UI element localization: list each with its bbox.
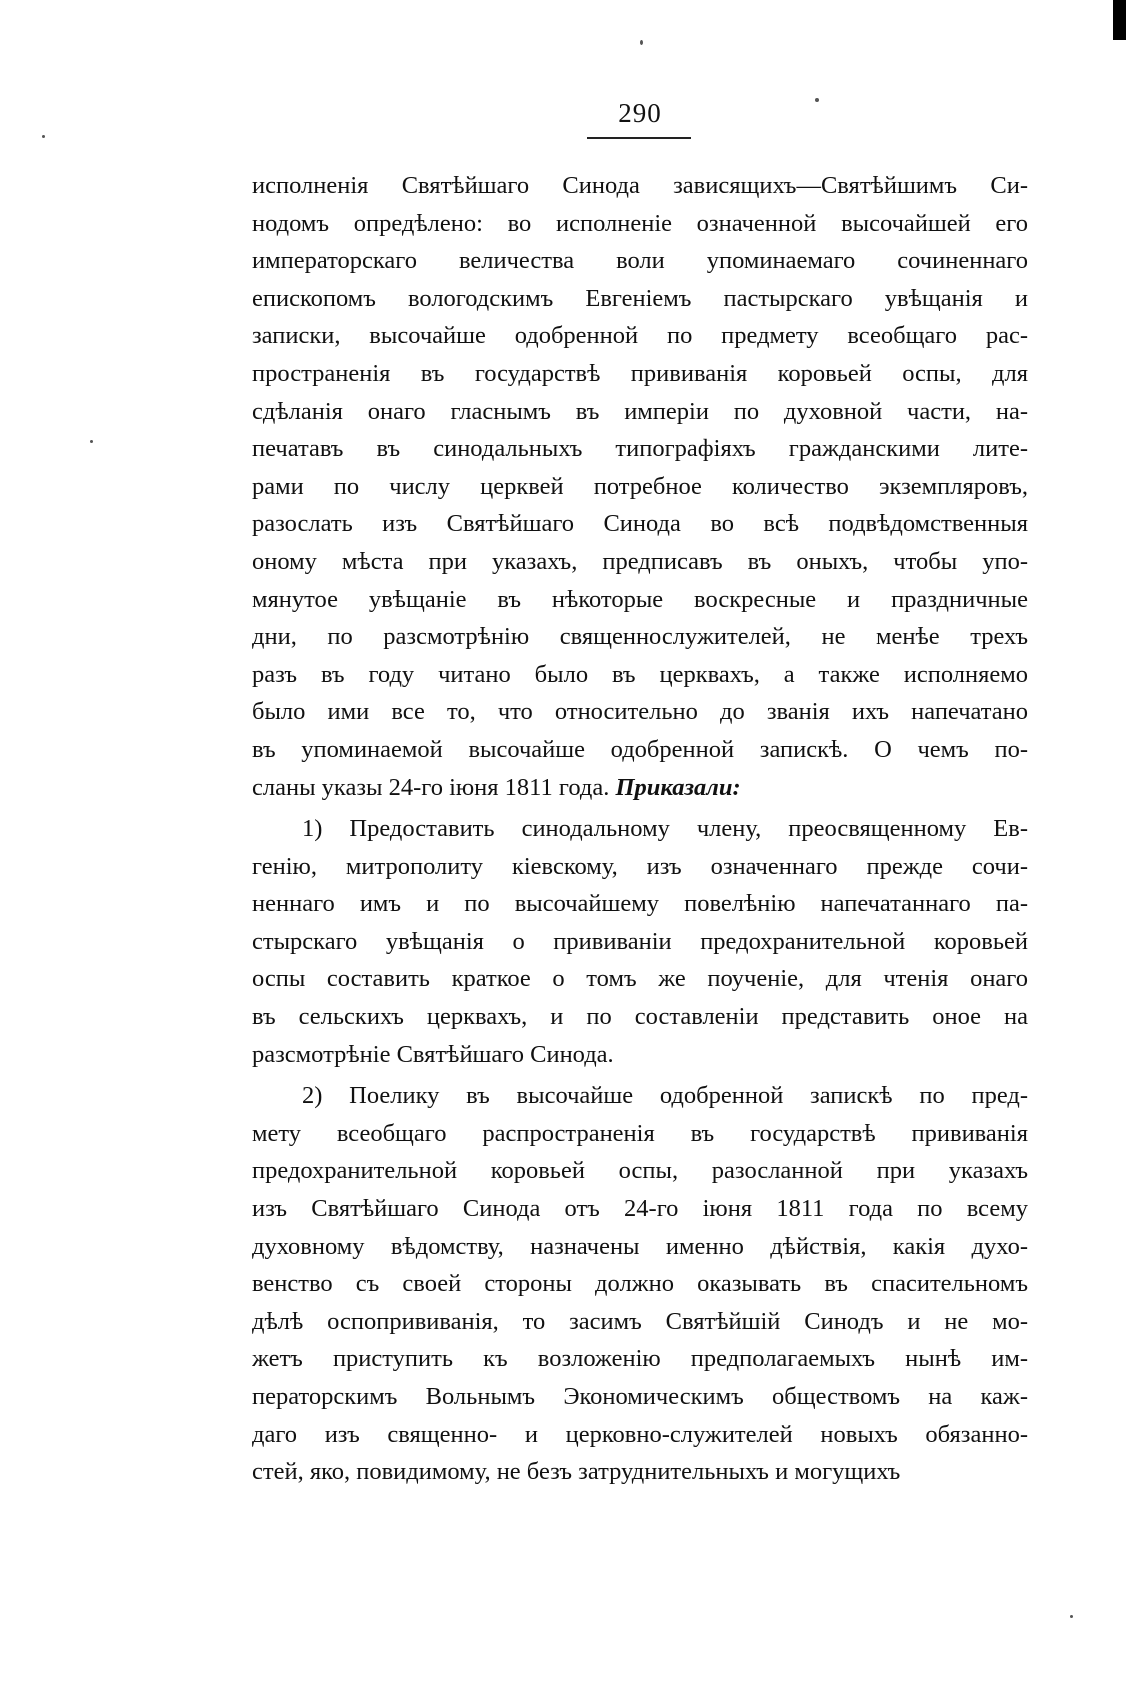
paragraph [252, 1077, 1028, 1491]
text-line: мету всеобщаго распространенія въ государствѣ прививанія [252, 1119, 1028, 1147]
text-line: рами по числу церквей потребное количество экземпляровъ, [252, 472, 1028, 500]
text-line: записки, высочайше одобренной по предмету всеобщаго рас- [252, 322, 1028, 350]
scan-speck [1070, 1615, 1073, 1618]
text-line: сдѣланія онаго гласнымъ въ имперіи по духовной части, на- [252, 397, 1028, 425]
page-number-rule [587, 137, 691, 139]
text-line: ператорскимъ Вольнымъ Экономическимъ обществомъ на каж- [252, 1383, 1028, 1410]
text-line: изъ Святѣйшаго Синода отъ 24-го іюня 1811 года по всему [252, 1195, 1028, 1223]
paragraph [252, 810, 1028, 1073]
text-line: печатавъ въ синодальныхъ типографіяхъ гражданскими лите- [252, 435, 1028, 463]
scan-edge-mark [1113, 0, 1126, 40]
text-line: жетъ приступить къ возложенію предполагаемыхъ нынѣ им- [252, 1345, 1028, 1373]
text-line: дѣлѣ оспопрививанія, то засимъ Святѣйшій Синодъ и не мо- [252, 1307, 1028, 1335]
text-line: 1) Предоставить синодальному члену, преосвященному Ев- [302, 815, 1028, 843]
text-line: предохранительной коровьей оспы, разосланной при указахъ [252, 1157, 1028, 1185]
text-line: генію, митрополиту кіевскому, изъ означеннаго прежде сочи- [252, 852, 1028, 880]
page-number: 290 [618, 98, 662, 128]
text-line: въ сельскихъ церквахъ, и по составленіи представить оное на [252, 1003, 1028, 1031]
scan-speck [640, 40, 643, 45]
text-line: даго изъ священно- и церковно-служителей новыхъ обязанно- [252, 1420, 1028, 1448]
text-line: разсмотрѣніе Святѣйшаго Синода. [252, 1040, 614, 1068]
text-line: духовному вѣдомству, назначены именно дѣйствія, какія духо- [252, 1232, 1028, 1260]
scan-speck [815, 98, 819, 102]
text-line: оспы составить краткое о томъ же поученіе, для чтенія онаго [252, 965, 1028, 993]
scan-speck [90, 440, 93, 443]
text-line: пространенія въ государствѣ прививанія коровьей оспы, для [252, 359, 1028, 387]
text-line: въ упоминаемой высочайше одобренной запискѣ. О чемъ по- [252, 735, 1028, 763]
text-line: разослать изъ Святѣйшаго Синода во всѣ подвѣдомственныя [252, 510, 1028, 538]
text-line: 2) Поелику въ высочайше одобренной запискѣ по пред- [302, 1082, 1028, 1110]
body-text [252, 167, 1028, 1491]
text-line: стей, яко, повидимому, не безъ затруднительныхъ и могущихъ [252, 1458, 901, 1486]
text-line: разъ въ году читано было въ церквахъ, а также исполняемо [252, 660, 1028, 688]
text-line: сланы указы 24-го іюня 1811 года. Приказали: [252, 773, 741, 801]
text-line: мянутое увѣщаніе въ нѣкоторые воскресные и праздничные [252, 585, 1028, 613]
text-line: было ими все то, что относительно до званія ихъ напечатано [252, 698, 1028, 726]
text-line: нодомъ опредѣлено: во исполненіе означенной высочайшей его [252, 209, 1028, 237]
text-line: императорскаго величества воли упоминаемаго сочиненнаго [252, 247, 1028, 275]
text-line: стырскаго увѣщанія о прививаніи предохранительной коровьей [252, 927, 1028, 955]
paragraph [252, 167, 1028, 806]
text-line: венство съ своей стороны должно оказывать въ спасительномъ [252, 1270, 1028, 1298]
text-line: неннаго имъ и по высочайшему повелѣнію напечатаннаго па- [252, 890, 1028, 918]
text-line: оному мѣста при указахъ, предписавъ въ оныхъ, чтобы упо- [252, 547, 1028, 575]
text-line: дни, по разсмотрѣнію священнослужителей, не менѣе трехъ [252, 623, 1028, 651]
text-line: епископомъ вологодскимъ Евгеніемъ пастырскаго увѣщанія и [252, 284, 1028, 312]
scan-speck [42, 135, 45, 138]
text-line: исполненія Святѣйшаго Синода зависящихъ—Святѣйшимъ Си- [252, 172, 1028, 199]
ordered-label: Приказали: [615, 773, 741, 801]
